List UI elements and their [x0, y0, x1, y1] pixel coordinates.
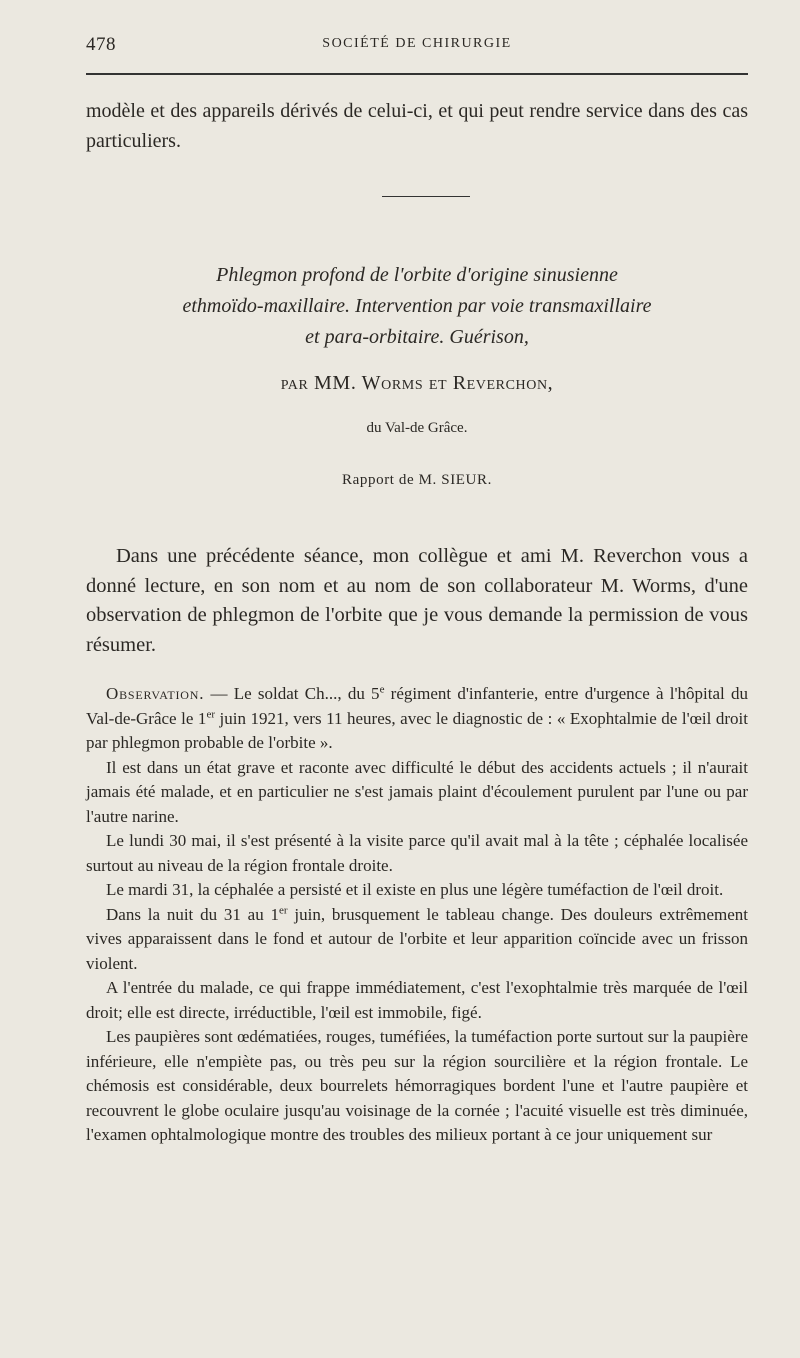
section-separator — [382, 196, 470, 197]
observation-paragraph-1: Observation. — Le soldat Ch..., du 5e régiment d'infanterie, entre d'urgence à l'hôpital du Val-de-Grâce le 1er juin 1921, vers 11 heures, avec le diagnostic de : « Exophtalmie de l'œil droit par phlegmon probable de l'orbite ». — [86, 683, 748, 752]
page-number: 478 — [86, 34, 116, 55]
article-authors: par MM. Worms et Reverchon, — [280, 372, 554, 394]
title-line-1: Phlegmon profond de l'orbite d'origine sinusienne — [216, 264, 618, 286]
document-page — [86, 28, 749, 1144]
intro-paragraph: modèle et des appareils dérivés de celui-ci, et qui peut rendre service dans des cas particuliers. — [86, 100, 748, 152]
observation-paragraph-3: Le lundi 30 mai, il s'est présenté à la visite parce qu'il avait mal à la tête ; céphalée localisée surtout au niveau de la région frontale droite. — [86, 831, 748, 875]
author-affiliation: du Val-de Grâce. — [366, 420, 468, 436]
observation-paragraph-4: Le mardi 31, la céphalée a persisté et il existe en plus une légère tuméfaction de l'œil droit. — [106, 880, 724, 899]
title-line-2: ethmoïdo-maxillaire. Intervention par voie transmaxillaire — [182, 295, 652, 317]
header-rule — [86, 73, 748, 75]
page-header — [86, 28, 748, 62]
observation-paragraph-7: Les paupières sont œdématiées, rouges, tuméfiées, la tuméfaction porte surtout sur la paupière inférieure, elle n'empiète pas, ou très peu sur la région sourcilière et la région frontale. Le chémosis est considérable, deux bourrelets hémorragiques bordent l'une et l'autre paupière et recouvrent le globe oculaire jusqu'au voisinage de la cornée ; l'acuité visuelle est très diminuée, l'examen ophtalmologique montre des troubles des milieux portant à ce jour uniquement sur — [86, 1027, 748, 1144]
observation-paragraph-2: Il est dans un état grave et raconte avec difficulté le début des accidents actuels ; il n'aurait jamais été malade, et en particulier ne s'est jamais plaint d'écoulement purulent par l'une ou par l'autre narine. — [86, 757, 748, 826]
observation-label: Observation. — [106, 684, 205, 703]
observation-paragraph-5: Dans la nuit du 31 au 1er juin, brusquement le tableau change. Des douleurs extrêmement vives apparaissent dans le fond et autour de l'orbite et leur apparition coïncide avec un frisson violent. — [86, 903, 749, 973]
title-line-3: et para-orbitaire. Guérison, — [305, 326, 529, 348]
article-title — [86, 260, 748, 353]
observation-paragraph-6: A l'entrée du malade, ce qui frappe immédiatement, c'est l'exophtalmie très marquée de l'œil droit; elle est directe, irréductible, l'œil est immobile, figé. — [86, 978, 748, 1022]
running-title: SOCIÉTÉ DE CHIRURGIE — [322, 36, 512, 51]
main-paragraph: Dans une précédente séance, mon collègue et ami M. Reverchon vous a donné lecture, en son nom et au nom de son collaborateur M. Worms, d'une observation de phlegmon de l'orbite que je vous demande la permission de vous résumer. — [86, 545, 748, 656]
report-line: Rapport de M. SIEUR. — [342, 472, 492, 488]
observation-section — [86, 682, 748, 1148]
